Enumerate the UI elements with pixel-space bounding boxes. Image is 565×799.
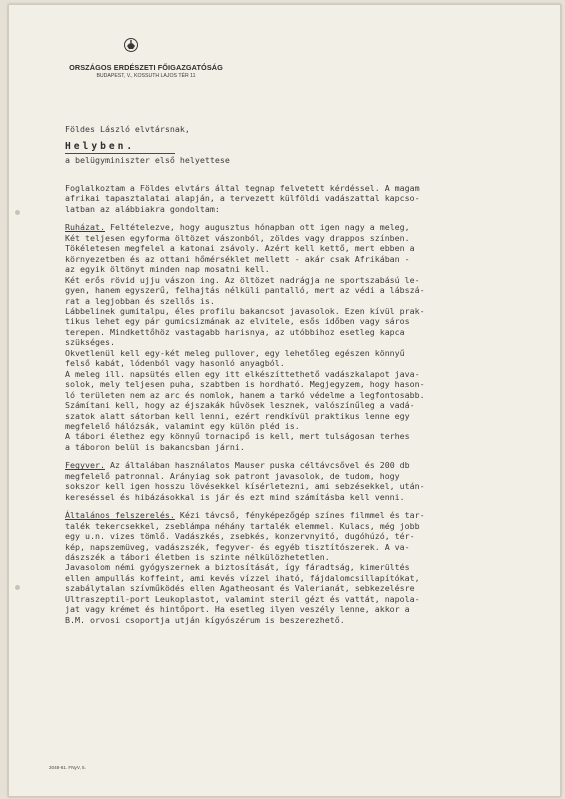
text-line — [65, 316, 425, 326]
text-line — [65, 358, 425, 368]
line-text: dászszék a tábori életben is szinte nélkülözhetetlen. — [65, 551, 330, 562]
addressee-name: Földes László elvtársnak, — [65, 123, 190, 134]
footer-code: 2048-61. FNyV, 5. — [49, 765, 86, 770]
line-text: megfelelő patronnal. Arányiag sok patront javasolok, de tudom, hogy — [65, 470, 400, 481]
line-text: megfelelő hálózsák, valamint egy külön pléd is. — [65, 420, 300, 431]
text-line — [65, 183, 425, 193]
line-text: Két teljesen egyforma öltözet vászonból, zöldes vagy drappos színben. — [65, 232, 410, 243]
line-text: jat vagy krémet és hintőport. Ha esetleg ilyen veszély lenne, akkor a — [65, 604, 410, 615]
text-line — [65, 542, 425, 552]
section-heading: Általános felszerelés. — [65, 510, 175, 521]
line-text: Két erős rövid ujju vászon ing. Az öltözet nadrágja ne sportszabású le- — [65, 274, 420, 285]
line-text: környezetben és az ottani hőmérséklet mellett - akár csak Afrikában - — [65, 253, 410, 264]
line-text: Ultraszeptil-port Leukoplastot, valamint steril gézt és vattát, napola- — [65, 593, 420, 604]
line-text: ló területen nem az arc és nomlok, hanem a tarkó védelme a legfontosabb. — [65, 389, 425, 400]
text-line — [65, 510, 425, 520]
paragraph-gap — [65, 214, 425, 222]
line-text: a táboron belül is bakancsban járni. — [65, 441, 245, 452]
text-line — [65, 369, 425, 379]
line-text: Tökéletesen megfelel a katonai zsávoly. Azért kell kettő, mert ebben a — [65, 243, 415, 254]
organization-name: ORSZÁGOS ERDÉSZETI FŐIGAZGATÓSÁG — [69, 63, 223, 72]
text-line — [65, 421, 425, 431]
line-text: talék tekercsekkel, zseblámpa néhány tartalék elemmel. Kulacs, még jobb — [65, 520, 420, 531]
text-line — [65, 254, 425, 264]
text-line — [65, 460, 425, 470]
text-line — [65, 348, 425, 358]
section-heading: Fegyver. — [65, 460, 105, 471]
line-text: Okvetlenül kell egy-két meleg pullover, egy lehetőleg egészen könnyű — [65, 347, 405, 358]
line-text: Számítani kell, hogy az éjszakák hűvösek lesznek, valószínűleg a vadá- — [65, 400, 415, 411]
text-line — [65, 296, 425, 306]
line-text: afrikai tapasztalatai alapján, a tervezett külföldi vadászattal kapcso- — [65, 193, 420, 204]
text-line — [65, 481, 425, 491]
paragraph — [65, 222, 425, 452]
text-line — [65, 594, 425, 604]
text-line — [65, 264, 425, 274]
text-line — [65, 285, 425, 295]
line-text: sokszor kell igen hosszu lövésekkel kísérletezni, ami sebzésekkel, után- — [65, 481, 425, 492]
line-text: solok, mely teljesen puha, szabtben is hordható. Megjegyzem, hogy hason- — [65, 379, 425, 390]
line-text: A meleg ill. napsütés ellen egy itt elkészíttethető vadászkalapot java- — [65, 368, 420, 379]
letter-page — [8, 4, 561, 797]
paragraph — [65, 460, 425, 502]
text-line — [65, 562, 425, 572]
text-line — [65, 379, 425, 389]
line-text: felső kabát, lódenból vagy hasonló anyagból. — [65, 358, 285, 369]
line-text: Az általában használatos Mauser puska céltávcsővel és 200 db — [104, 460, 410, 471]
text-line — [65, 521, 425, 531]
line-text: egy u.n. vizes tömlő. Vadászkés, zsebkés, konzervnyitó, dugóhúzó, tér- — [65, 531, 415, 542]
line-text: kép, napszemüveg, vadászszék, fegyver- és egyéb tisztítószerek. A va- — [65, 541, 410, 552]
paragraph-gap — [65, 452, 425, 460]
text-line — [65, 233, 425, 243]
text-line — [65, 471, 425, 481]
text-line — [65, 327, 425, 337]
paragraph — [65, 510, 425, 625]
line-text: rat a legjobban és szellős is. — [65, 295, 215, 306]
text-line — [65, 552, 425, 562]
letter-body — [65, 183, 425, 625]
line-text: tikus lehet egy pár gumicsizmának az elvitele, esős időben vagy sáros — [65, 316, 410, 327]
line-text: az egyik öltönyt minden nap mosatni kell. — [65, 264, 270, 275]
line-text: ellen ampullás koffeint, ami kevés vízzel iható, fájdalomcsillapítókat, — [65, 572, 420, 583]
text-line — [65, 222, 425, 232]
text-line — [65, 431, 425, 441]
text-line — [65, 615, 425, 625]
text-line — [65, 604, 425, 614]
line-text: szabálytalan szívműködés ellen Agatheosant és Valerianát, sebkezelésre — [65, 583, 415, 594]
section-heading: Ruházat. — [65, 222, 105, 233]
text-line — [65, 275, 425, 285]
organization-address: BUDAPEST, V., KOSSUTH LAJOS TÉR 11 — [96, 73, 196, 79]
punch-hole — [15, 210, 20, 215]
line-text: szatok alatt sátorban kell lenni, ezért rendkívül praktikus lenne egy — [65, 410, 410, 421]
line-text: Kézi távcső, fényképezőgép színes filmmel és tar- — [174, 510, 425, 521]
line-text: Foglalkoztam a Földes elvtárs által tegnap felvetett kérdéssel. A magam — [65, 183, 420, 193]
text-line — [65, 193, 425, 203]
text-line — [65, 531, 425, 541]
line-text: latban az alábbiakra gondoltam: — [65, 203, 220, 214]
addressee-title: a belügyminiszter első helyettese — [65, 155, 230, 166]
line-text: kereséssel és hibázásokkal is jár és ezt mind számításba kell venni. — [65, 491, 405, 502]
paragraph-gap — [65, 502, 425, 510]
line-text: B.M. orvosi csoportja utján kígyószérum is beszerezhető. — [65, 614, 345, 625]
text-line — [65, 204, 425, 214]
text-line — [65, 390, 425, 400]
line-text: Javasolom némi gyógyszernek a biztosítását, így fáradtság, kimerültés — [65, 562, 410, 573]
line-text: Lábbelinek gumitalpu, éles profilu bakancsot javasolok. Ezen kívül prak- — [65, 305, 425, 316]
place-heading: Helyben. — [65, 141, 136, 152]
line-text: gyen, hanem egyszerű, felhajtás nélküli pantalló, mert az védi a lábszá- — [65, 285, 425, 296]
paragraph — [65, 183, 425, 214]
text-line — [65, 411, 425, 421]
text-line — [65, 400, 425, 410]
coat-of-arms-icon — [123, 37, 139, 53]
text-line — [65, 337, 425, 347]
punch-hole — [15, 585, 20, 590]
place-underline — [65, 153, 175, 154]
text-line — [65, 573, 425, 583]
line-text: Feltételezve, hogy augusztus hónapban ott igen nagy a meleg, — [104, 222, 410, 233]
text-line — [65, 306, 425, 316]
text-line — [65, 583, 425, 593]
line-text: szükséges. — [65, 337, 115, 348]
line-text: A tábori élethez egy könnyű tornacipő is kell, mert tulságosan terhes — [65, 431, 410, 442]
line-text: terepen. Mindkettőhöz vastagabb harisnya, az utóbbihoz esetleg kapca — [65, 326, 405, 337]
text-line — [65, 442, 425, 452]
text-line — [65, 492, 425, 502]
text-line — [65, 243, 425, 253]
